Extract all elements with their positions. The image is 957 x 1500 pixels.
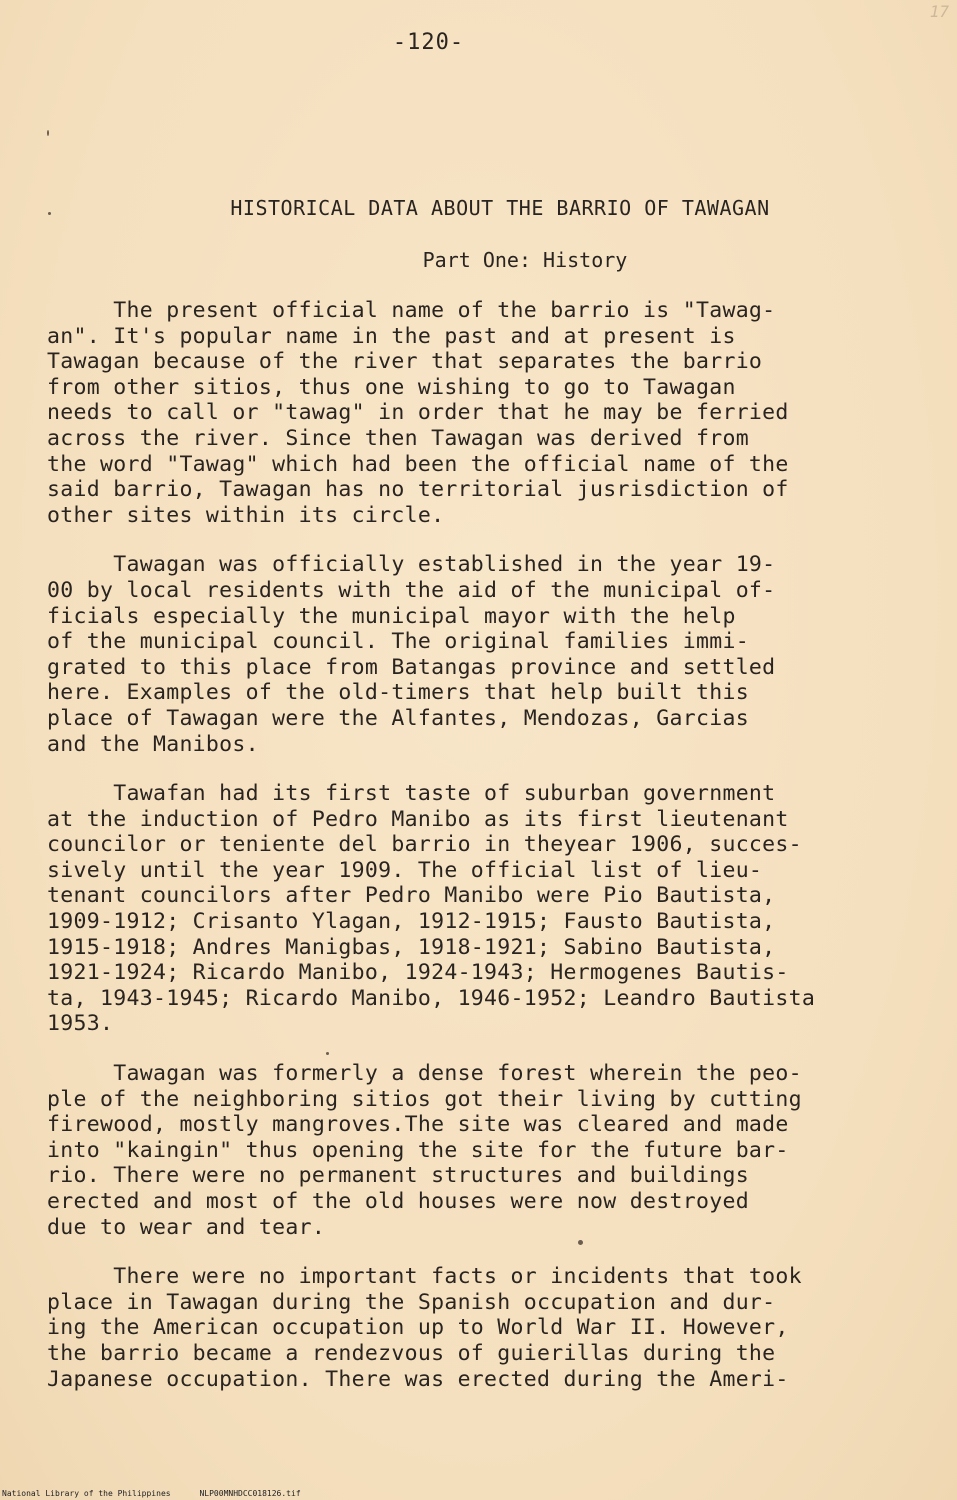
- stray-mark: [578, 1240, 583, 1245]
- text-line: place of Tawagan were the Alfantes, Mendozas, Garcias: [47, 705, 749, 731]
- text-line: across the river. Since then Tawagan was derived from: [47, 425, 749, 451]
- text-line: 1921-1924; Ricardo Manibo, 1924-1943; Hermogenes Bautis-: [47, 960, 789, 986]
- body-text: [47, 298, 917, 1416]
- paragraph: [47, 552, 917, 757]
- text-line: the barrio became a rendezvous of guierillas during the: [47, 1340, 776, 1366]
- text-line: the word "Tawag" which had been the official name of the: [47, 451, 789, 477]
- page-number: -120-: [392, 30, 465, 55]
- text-line: Tawagan because of the river that separates the barrio: [47, 349, 763, 375]
- text-line: ing the American occupation up to World War II. However,: [47, 1315, 789, 1341]
- paragraph: [47, 1264, 917, 1392]
- text-line: Tawafan had its first taste of suburban government: [47, 781, 776, 807]
- footer-file: NLP00MNHDCC018126.tif: [199, 1489, 301, 1498]
- text-line: Japanese occupation. There was erected during the Ameri-: [47, 1366, 789, 1392]
- footer: [2, 1489, 301, 1498]
- text-line: grated to this place from Batangas province and settled: [47, 654, 776, 680]
- stray-mark: [48, 212, 51, 215]
- text-line: rio. There were no permanent structures and buildings: [47, 1163, 749, 1189]
- text-line: here. Examples of the old-timers that help built this: [47, 680, 749, 706]
- stray-mark: [47, 130, 49, 136]
- text-line: ta, 1943-1945; Ricardo Manibo, 1946-1952; Leandro Bautista: [47, 985, 816, 1011]
- footer-library: National Library of the Philippines: [2, 1489, 171, 1498]
- text-line: said barrio, Tawagan has no territorial jusrisdiction of: [47, 477, 789, 503]
- text-line: There were no important facts or incidents that took: [47, 1264, 802, 1290]
- text-line: ple of the neighboring sitios got their living by cutting: [47, 1086, 802, 1112]
- text-line: and the Manibos.: [47, 731, 259, 757]
- text-line: tenant councilors after Pedro Manibo were Pio Bautista,: [47, 883, 776, 909]
- text-line: Tawagan was officially established in the year 19-: [47, 552, 776, 578]
- text-line: from other sitios, thus one wishing to go to Tawagan: [47, 374, 736, 400]
- corner-mark: 17: [929, 2, 949, 21]
- section-subtitle: Part One: History: [422, 248, 628, 272]
- text-line: The present official name of the barrio is "Tawag-: [47, 298, 776, 323]
- text-line: firewood, mostly mangroves.The site was cleared and made: [47, 1112, 789, 1138]
- document-title: HISTORICAL DATA ABOUT THE BARRIO OF TAWAGAN: [230, 196, 770, 220]
- paragraph: [47, 1061, 917, 1240]
- text-line: sively until the year 1909. The official list of lieu-: [47, 857, 763, 883]
- text-line: an". It's popular name in the past and at present is: [47, 323, 736, 349]
- text-line: 1915-1918; Andres Manigbas, 1918-1921; Sabino Bautista,: [47, 934, 776, 960]
- text-line: 1953.: [47, 1011, 114, 1037]
- text-line: 1909-1912; Crisanto Ylagan, 1912-1915; Fausto Bautista,: [47, 909, 776, 935]
- text-line: at the induction of Pedro Manibo as its first lieutenant: [47, 806, 789, 832]
- text-line: other sites within its circle.: [47, 502, 445, 528]
- text-line: into "kaingin" thus opening the site for the future bar-: [47, 1137, 789, 1163]
- text-line: erected and most of the old houses were now destroyed: [47, 1189, 749, 1214]
- paragraph: [47, 298, 917, 528]
- stray-mark: [326, 1052, 329, 1055]
- text-line: 00 by local residents with the aid of the municipal of-: [47, 577, 776, 603]
- text-line: of the municipal council. The original families immi-: [47, 629, 749, 655]
- text-line: place in Tawagan during the Spanish occupation and dur-: [47, 1289, 776, 1315]
- text-line: councilor or teniente del barrio in theyear 1906, succes-: [47, 832, 802, 858]
- text-line: due to wear and tear.: [47, 1214, 326, 1240]
- text-line: ficials especially the municipal mayor with the help: [47, 603, 736, 629]
- text-line: needs to call or "tawag" in order that he may be ferried: [47, 400, 789, 426]
- text-line: Tawagan was formerly a dense forest wherein the peo-: [47, 1061, 802, 1087]
- paragraph: [47, 781, 917, 1037]
